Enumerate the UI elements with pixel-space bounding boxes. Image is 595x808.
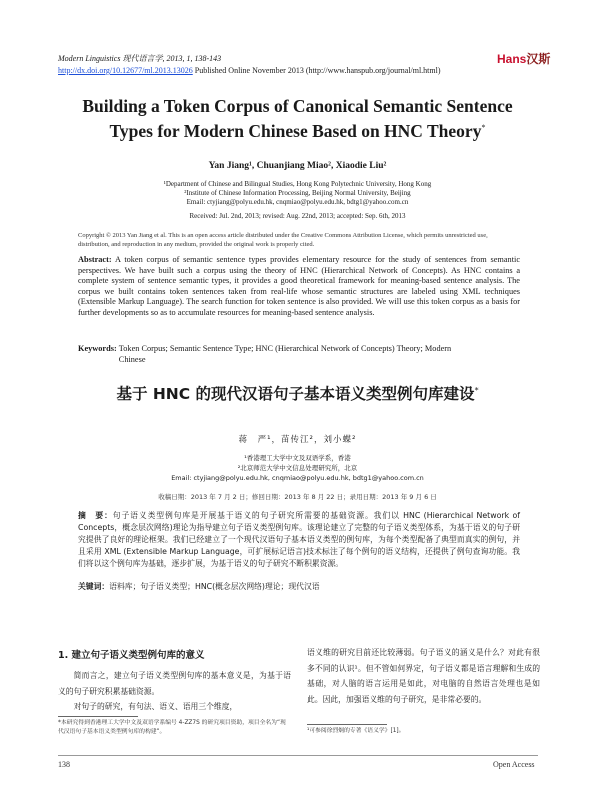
email-zh: Email: ctyjiang@polyu.edu.hk, cnqmiao@polyu.edu.hk, bdtg1@yahoo.com.cn <box>171 474 424 482</box>
keywords-en <box>78 344 518 365</box>
title-footnote-mark: * <box>481 123 486 132</box>
abstract-zh-text: 句子语义类型例句库是开展基于语义的句子研究所需要的基础资源。我们以 HNC (Hierarchical Network of Concepts，概念层次网络)理论为指导建立句子语义类型例句库。该理论建立了完整的句子语义类型体系，为基于语义的句子研究提供了良好的理论框架。我们已经建立了一个现代汉语句子基本语义类型的例句库，为每个类型配备了典型而真实的例句，并且采用 XML (Extensible Markup Language，可扩展标记语言)技术标注了每个例句的语义结构，还提供了例句查询功能。我们将以这个例句库为基础，逐步扩展，为基于语义的句子研究不断积累资源。 <box>78 511 521 568</box>
affiliation-zh-2: ²北京师范大学中文信息处理研究所，北京 <box>237 464 358 472</box>
keywords-zh-text: 语料库；句子语义类型；HNC(概念层次网络)理论；现代汉语 <box>109 582 320 591</box>
abstract-label: Abstract: <box>78 255 112 264</box>
publisher-logo <box>497 50 550 67</box>
footnote-rule-left <box>58 716 138 717</box>
logo-han: 汉斯 <box>526 52 551 66</box>
footer-divider <box>58 755 538 756</box>
paper-title-en <box>60 96 535 142</box>
footnote-left: *本研究得到香港理工大学中文及双语学系编号 4-ZZ7S 的研究项目资助，项目全名为“现代汉语句子基本语义类型例句库的构建”。 <box>58 720 286 735</box>
published-online-text: Published Online November 2013 (http://www.hanspub.org/journal/ml.html) <box>192 66 441 75</box>
body-paragraph: 语义维的研究目前还比较薄弱。句子语义的涵义是什么？对此有很多不同的认识¹。但不管如何界定，句子语义都是语言理解和生成的基础，对人脑的语言运用是如此，对电脑的自然语言处理也是如此。因此，加强语义维的句子研究，是非常必要的。 <box>307 648 540 704</box>
body-left-column <box>58 668 291 715</box>
title-zh-footnote-mark: * <box>474 385 479 395</box>
keywords-text: Token Corpus; Semantic Sentence Type; HNC (Hierarchical Network of Concepts) Theory; Modern Chinese <box>118 344 452 364</box>
keywords-zh-label: 关键词： <box>78 582 110 591</box>
page-number: 138 <box>58 760 70 769</box>
affiliation-en-1: ¹Department of Chinese and Bilingual Studies, Hong Kong Polytechnic University, Hong Kong <box>163 180 432 188</box>
abstract-en <box>78 255 520 319</box>
authors-zh: 蒋 严¹，苗传江²，刘小蝶² <box>238 435 357 445</box>
title-en-line1: Building a Token Corpus of Canonical Semantic Sentence <box>82 96 513 116</box>
received-dates-zh: 收稿日期：2013 年 7 月 2 日；修回日期：2013 年 8 月 22 日；录用日期：2013 年 9 月 6 日 <box>158 493 437 501</box>
journal-citation: Modern Linguistics 现代语言学, 2013, 1, 138-143 <box>58 54 222 63</box>
doi-link[interactable]: http://dx.doi.org/10.12677/ml.2013.13026 <box>58 66 193 75</box>
email-en: Email: ctyjiang@polyu.edu.hk, cnqmiao@polyu.edu.hk, bdtg1@yahoo.com.cn <box>186 198 409 206</box>
body-paragraph: 简而言之，建立句子语义类型例句库的基本意义是，为基于语义的句子研究积累基础资源。 <box>58 671 291 696</box>
title-en-line2: Types for Modern Chinese Based on HNC Theory* <box>109 120 486 141</box>
doi-line <box>58 66 441 75</box>
body-paragraph: 对句子的研究，有句法、语义、语用三个维度， <box>73 702 238 711</box>
footnote-right: ¹可参阅徐烈炯的专著《语义学》[1]。 <box>307 728 405 734</box>
copyright-notice: Copyright © 2013 Yan Jiang et al. This is an open access article distributed under the Creative Commons Attribution License, which permits unrestricted use, distribution, and reproduction in any medium, provided the original work is properly cited. <box>78 232 488 248</box>
abstract-text: A token corpus of semantic sentence types provides elementary resource for the study of sentences from semantic perspectives. We have built such a corpus using the theory of HNC (Hierarchical Network of Concepts). As HNC contains a complete system of sentence semantic types, it provides a good theoretical framework for meaning-based sentence analysis. The corpus we built contains token sentences taken from real-life whose semantic structures are labeled using XML techniques (Extensible Markup Language). The search function for token sentence is also provided. We will use this token corpus as a basis for further developments so as to accumulate resources for meaning-based sentence analysis. <box>78 255 520 317</box>
keywords-zh <box>78 581 520 592</box>
abstract-zh-label: 摘 要： <box>78 511 113 520</box>
body-right-column <box>307 645 540 707</box>
abstract-zh <box>78 510 520 570</box>
footnote-rule-right <box>307 724 387 725</box>
affiliation-zh-1: ¹香港理工大学中文及双语学系，香港 <box>244 454 351 462</box>
logo-text: Hans <box>497 52 527 66</box>
authors-en: Yan Jiang¹, Chuanjiang Miao², Xiaodie Liu² <box>208 161 387 171</box>
paper-title-zh: 基于 HNC 的现代汉语句子基本语义类型例句库建设* <box>116 385 479 403</box>
keywords-label: Keywords: <box>78 344 117 353</box>
open-access-label: Open Access <box>493 760 535 769</box>
received-dates-en: Received: Jul. 2nd, 2013; revised: Aug. 22nd, 2013; accepted: Sep. 6th, 2013 <box>189 212 406 220</box>
section-heading: 1. 建立句子语义类型例句库的意义 <box>58 650 205 661</box>
affiliation-en-2: ²Institute of Chinese Information Processing, Beijing Normal University, Beijing <box>184 189 411 197</box>
